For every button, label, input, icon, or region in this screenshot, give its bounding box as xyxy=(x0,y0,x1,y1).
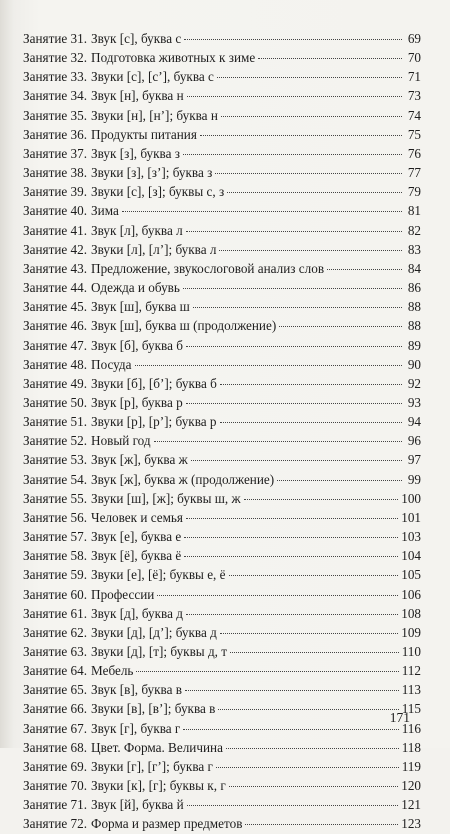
toc-entry xyxy=(23,450,421,469)
toc-entry xyxy=(23,814,421,833)
dot-leader xyxy=(184,537,398,538)
dot-leader xyxy=(279,326,402,327)
lesson-label: Занятие 72. xyxy=(23,816,88,832)
dot-leader xyxy=(244,499,399,500)
lesson-label: Занятие 35. xyxy=(23,107,88,123)
lesson-label: Занятие 58. xyxy=(23,548,88,564)
lesson-title: Звуки [в], [в’]; буква в xyxy=(91,701,216,717)
lesson-title: Звуки [с], [з]; буквы с, з xyxy=(91,184,225,200)
lesson-page-number: 84 xyxy=(407,260,421,276)
toc-entry xyxy=(23,182,421,201)
lesson-page-number: 90 xyxy=(407,356,421,372)
dot-leader xyxy=(219,250,402,251)
toc-entry xyxy=(23,489,421,508)
dot-leader xyxy=(186,231,402,232)
lesson-page-number: 74 xyxy=(407,107,421,123)
lesson-title: Звук [л], буква л xyxy=(91,222,183,238)
lesson-label: Занятие 59. xyxy=(23,567,88,583)
lesson-title: Звук [г], буква г xyxy=(91,720,181,736)
lesson-label: Занятие 36. xyxy=(23,126,88,142)
lesson-page-number: 81 xyxy=(407,203,421,219)
dot-leader xyxy=(215,173,402,174)
lesson-page-number: 92 xyxy=(407,375,421,391)
lesson-title: Мебель xyxy=(91,663,134,679)
lesson-page-number: 110 xyxy=(401,644,421,659)
toc-entry xyxy=(23,699,421,718)
lesson-title: Звуки [б], [б’]; буква б xyxy=(91,375,217,391)
lesson-title: Звук [ж], буква ж (продолжение) xyxy=(91,471,275,487)
dot-leader xyxy=(186,614,398,615)
lesson-title: Звук [ж], буква ж xyxy=(91,452,188,468)
lesson-page-number: 105 xyxy=(401,567,421,583)
lesson-page-number: 115 xyxy=(401,701,421,717)
lesson-label: Занятие 44. xyxy=(23,280,88,296)
lesson-title: Звук [б], буква б xyxy=(91,337,183,353)
lesson-label: Занятие 37. xyxy=(23,145,88,161)
lesson-label: Занятие 57. xyxy=(23,529,88,545)
lesson-page-number: 69 xyxy=(407,31,421,46)
dot-leader xyxy=(245,824,398,825)
toc-entry xyxy=(23,374,421,393)
toc-entry xyxy=(23,642,421,661)
lesson-title: Звук [в], буква в xyxy=(91,682,182,698)
lesson-title: Звук [д], буква д xyxy=(91,605,183,621)
lesson-title: Звуки [ш], [ж]; буквы ш, ж xyxy=(91,490,241,506)
toc-entry xyxy=(23,661,421,680)
dot-leader xyxy=(186,403,402,404)
lesson-title: Звук [ё], буква ё xyxy=(91,548,182,564)
toc-entry xyxy=(23,86,421,105)
toc-entry xyxy=(23,757,421,776)
dot-leader xyxy=(277,480,402,481)
lesson-page-number: 103 xyxy=(401,529,421,545)
toc-entry xyxy=(23,240,421,259)
lesson-label: Занятие 60. xyxy=(23,586,88,602)
lesson-label: Занятие 48. xyxy=(23,356,88,372)
lesson-label: Занятие 67. xyxy=(23,720,88,736)
lesson-page-number: 77 xyxy=(407,165,421,181)
dot-leader xyxy=(184,39,402,40)
lesson-page-number: 97 xyxy=(407,452,421,468)
lesson-page-number: 109 xyxy=(401,624,421,640)
toc-entry xyxy=(23,393,421,412)
lesson-title: Посуда xyxy=(91,356,132,372)
lesson-title: Звуки [з], [з’]; буква з xyxy=(91,165,213,181)
lesson-title: Профессии xyxy=(91,586,155,602)
lesson-label: Занятие 40. xyxy=(23,203,88,219)
dot-leader xyxy=(221,116,402,117)
lesson-label: Занятие 65. xyxy=(23,682,88,698)
lesson-title: Звуки [е], [ё]; буквы е, ё xyxy=(91,567,226,583)
dot-leader xyxy=(220,384,402,385)
lesson-page-number: 120 xyxy=(401,778,421,794)
toc-entry xyxy=(23,565,421,584)
lesson-label: Занятие 69. xyxy=(23,758,88,774)
lesson-label: Занятие 38. xyxy=(23,165,88,181)
lesson-label: Занятие 46. xyxy=(23,318,88,334)
lesson-page-number: 88 xyxy=(407,299,421,315)
table-of-contents xyxy=(23,29,421,834)
toc-entry xyxy=(23,738,421,757)
toc-entry xyxy=(23,508,421,527)
dot-leader xyxy=(327,269,402,270)
page-number: 171 xyxy=(389,710,410,725)
lesson-label: Занятие 34. xyxy=(23,88,88,104)
toc-entry xyxy=(23,336,421,355)
lesson-page-number: 83 xyxy=(407,241,421,257)
lesson-label: Занятие 62. xyxy=(23,624,88,640)
lesson-page-number: 94 xyxy=(407,414,421,430)
lesson-page-number: 70 xyxy=(407,50,421,66)
dot-leader xyxy=(218,709,398,710)
dot-leader xyxy=(217,77,402,78)
lesson-page-number: 88 xyxy=(407,318,421,334)
lesson-label: Занятие 71. xyxy=(23,797,88,813)
toc-entry xyxy=(23,48,421,67)
toc-entry xyxy=(23,795,421,814)
lesson-title: Звук [ш], буква ш (продолжение) xyxy=(91,318,277,334)
lesson-label: Занятие 31. xyxy=(23,31,88,46)
lesson-page-number: 93 xyxy=(407,394,421,410)
toc-entry xyxy=(23,546,421,565)
lesson-page-number: 75 xyxy=(407,126,421,142)
toc-entry xyxy=(23,163,421,182)
lesson-label: Занятие 45. xyxy=(23,299,88,315)
toc-entry xyxy=(23,278,421,297)
lesson-page-number: 82 xyxy=(407,222,421,238)
lesson-title: Продукты питания xyxy=(91,126,197,142)
lesson-page-number: 101 xyxy=(401,509,421,525)
lesson-title: Звуки [д], [т]; буквы д, т xyxy=(91,644,228,659)
lesson-title: Звук [й], буква й xyxy=(91,797,184,813)
lesson-page-number: 108 xyxy=(401,605,421,621)
lesson-label: Занятие 63. xyxy=(23,644,88,659)
lesson-title: Звук [н], буква н xyxy=(91,88,184,104)
lesson-title: Звуки [н], [н’]; буква н xyxy=(91,107,218,123)
lesson-title: Звук [с], буква с xyxy=(91,31,182,46)
toc-entry xyxy=(23,259,421,278)
dot-leader xyxy=(229,786,398,787)
lesson-page-number: 89 xyxy=(407,337,421,353)
lesson-page-number: 76 xyxy=(407,145,421,161)
lesson-page-number: 96 xyxy=(407,433,421,449)
toc-entry xyxy=(23,604,421,623)
dot-leader xyxy=(227,192,402,193)
toc-entry xyxy=(23,776,421,795)
lesson-label: Занятие 68. xyxy=(23,739,88,755)
toc-entry xyxy=(23,355,421,374)
toc-entry xyxy=(23,431,421,450)
dot-leader xyxy=(229,575,399,576)
lesson-title: Подготовка животных к зиме xyxy=(91,50,256,66)
lesson-page-number: 106 xyxy=(401,586,421,602)
lesson-label: Занятие 32. xyxy=(23,50,88,66)
lesson-title: Предложение, звукослоговой анализ слов xyxy=(91,260,325,276)
dot-leader xyxy=(185,690,399,691)
lesson-page-number: 79 xyxy=(407,184,421,200)
toc-entry xyxy=(23,623,421,642)
lesson-label: Занятие 61. xyxy=(23,605,88,621)
lesson-title: Человек и семья xyxy=(91,509,183,525)
lesson-title: Зима xyxy=(91,203,119,219)
lesson-page-number: 99 xyxy=(407,471,421,487)
lesson-label: Занятие 52. xyxy=(23,433,88,449)
lesson-title: Одежда и обувь xyxy=(91,280,180,296)
dot-leader xyxy=(220,633,398,634)
lesson-label: Занятие 64. xyxy=(23,663,88,679)
dot-leader xyxy=(230,652,399,653)
lesson-title: Форма и размер предметов xyxy=(91,816,243,832)
lesson-title: Звук [ш], буква ш xyxy=(91,299,190,315)
toc-entry xyxy=(23,201,421,220)
lesson-title: Звуки [л], [л’]; буква л xyxy=(91,241,217,257)
lesson-label: Занятие 54. xyxy=(23,471,88,487)
toc-entry xyxy=(23,680,421,699)
toc-entry xyxy=(23,106,421,125)
lesson-label: Занятие 41. xyxy=(23,222,88,238)
dot-leader xyxy=(154,441,402,442)
toc-entry xyxy=(23,297,421,316)
toc-entry xyxy=(23,527,421,546)
lesson-label: Занятие 39. xyxy=(23,184,88,200)
lesson-title: Звук [р], буква р xyxy=(91,394,183,410)
lesson-title: Звуки [г], [г’]; буква г xyxy=(91,758,213,774)
lesson-page-number: 112 xyxy=(401,663,421,679)
lesson-label: Занятие 66. xyxy=(23,701,88,717)
dot-leader xyxy=(200,135,402,136)
toc-entry xyxy=(23,29,421,48)
dot-leader xyxy=(183,288,402,289)
lesson-title: Новый год xyxy=(91,433,151,449)
toc-entry xyxy=(23,719,421,738)
lesson-title: Звуки [с], [с’], буква с xyxy=(91,69,214,85)
lesson-page-number: 100 xyxy=(401,490,421,506)
lesson-title: Звук [е], буква е xyxy=(91,529,182,545)
dot-leader xyxy=(184,556,398,557)
lesson-page-number: 116 xyxy=(401,720,421,736)
lesson-page-number: 104 xyxy=(401,548,421,564)
dot-leader xyxy=(183,154,402,155)
toc-entry xyxy=(23,125,421,144)
toc-entry xyxy=(23,316,421,335)
lesson-label: Занятие 53. xyxy=(23,452,88,468)
lesson-label: Занятие 42. xyxy=(23,241,88,257)
lesson-label: Занятие 56. xyxy=(23,509,88,525)
lesson-page-number: 123 xyxy=(401,816,421,832)
toc-entry xyxy=(23,67,421,86)
lesson-label: Занятие 47. xyxy=(23,337,88,353)
dot-leader xyxy=(183,729,398,730)
dot-leader xyxy=(220,422,403,423)
dot-leader xyxy=(258,58,402,59)
dot-leader xyxy=(186,346,402,347)
dot-leader xyxy=(135,365,403,366)
lesson-label: Занятие 49. xyxy=(23,375,88,391)
lesson-page-number: 71 xyxy=(407,69,421,85)
dot-leader xyxy=(193,307,402,308)
lesson-label: Занятие 50. xyxy=(23,394,88,410)
dot-leader xyxy=(186,518,398,519)
dot-leader xyxy=(136,671,398,672)
lesson-title: Звуки [р], [р’]; буква р xyxy=(91,414,217,430)
dot-leader xyxy=(157,595,398,596)
lesson-label: Занятие 43. xyxy=(23,260,88,276)
toc-entry xyxy=(23,585,421,604)
toc-entry xyxy=(23,470,421,489)
lesson-title: Звуки [д], [д’]; буква д xyxy=(91,624,217,640)
dot-leader xyxy=(187,96,402,97)
dot-leader xyxy=(187,805,399,806)
lesson-page-number: 119 xyxy=(401,758,421,774)
lesson-title: Цвет. Форма. Величина xyxy=(91,739,223,755)
lesson-page-number: 113 xyxy=(401,682,421,698)
toc-entry xyxy=(23,144,421,163)
lesson-page-number: 73 xyxy=(407,88,421,104)
lesson-label: Занятие 33. xyxy=(23,69,88,85)
toc-entry xyxy=(23,221,421,240)
lesson-label: Занятие 55. xyxy=(23,490,88,506)
lesson-label: Занятие 70. xyxy=(23,778,88,794)
toc-entry xyxy=(23,412,421,431)
lesson-title: Звуки [к], [г]; буквы к, г xyxy=(91,778,226,794)
lesson-title: Звук [з], буква з xyxy=(91,145,180,161)
dot-leader xyxy=(216,767,399,768)
lesson-label: Занятие 51. xyxy=(23,414,88,430)
dot-leader xyxy=(122,211,402,212)
lesson-page-number: 86 xyxy=(407,280,421,296)
lesson-page-number: 118 xyxy=(401,739,421,755)
lesson-page-number: 121 xyxy=(401,797,421,813)
dot-leader xyxy=(191,460,402,461)
